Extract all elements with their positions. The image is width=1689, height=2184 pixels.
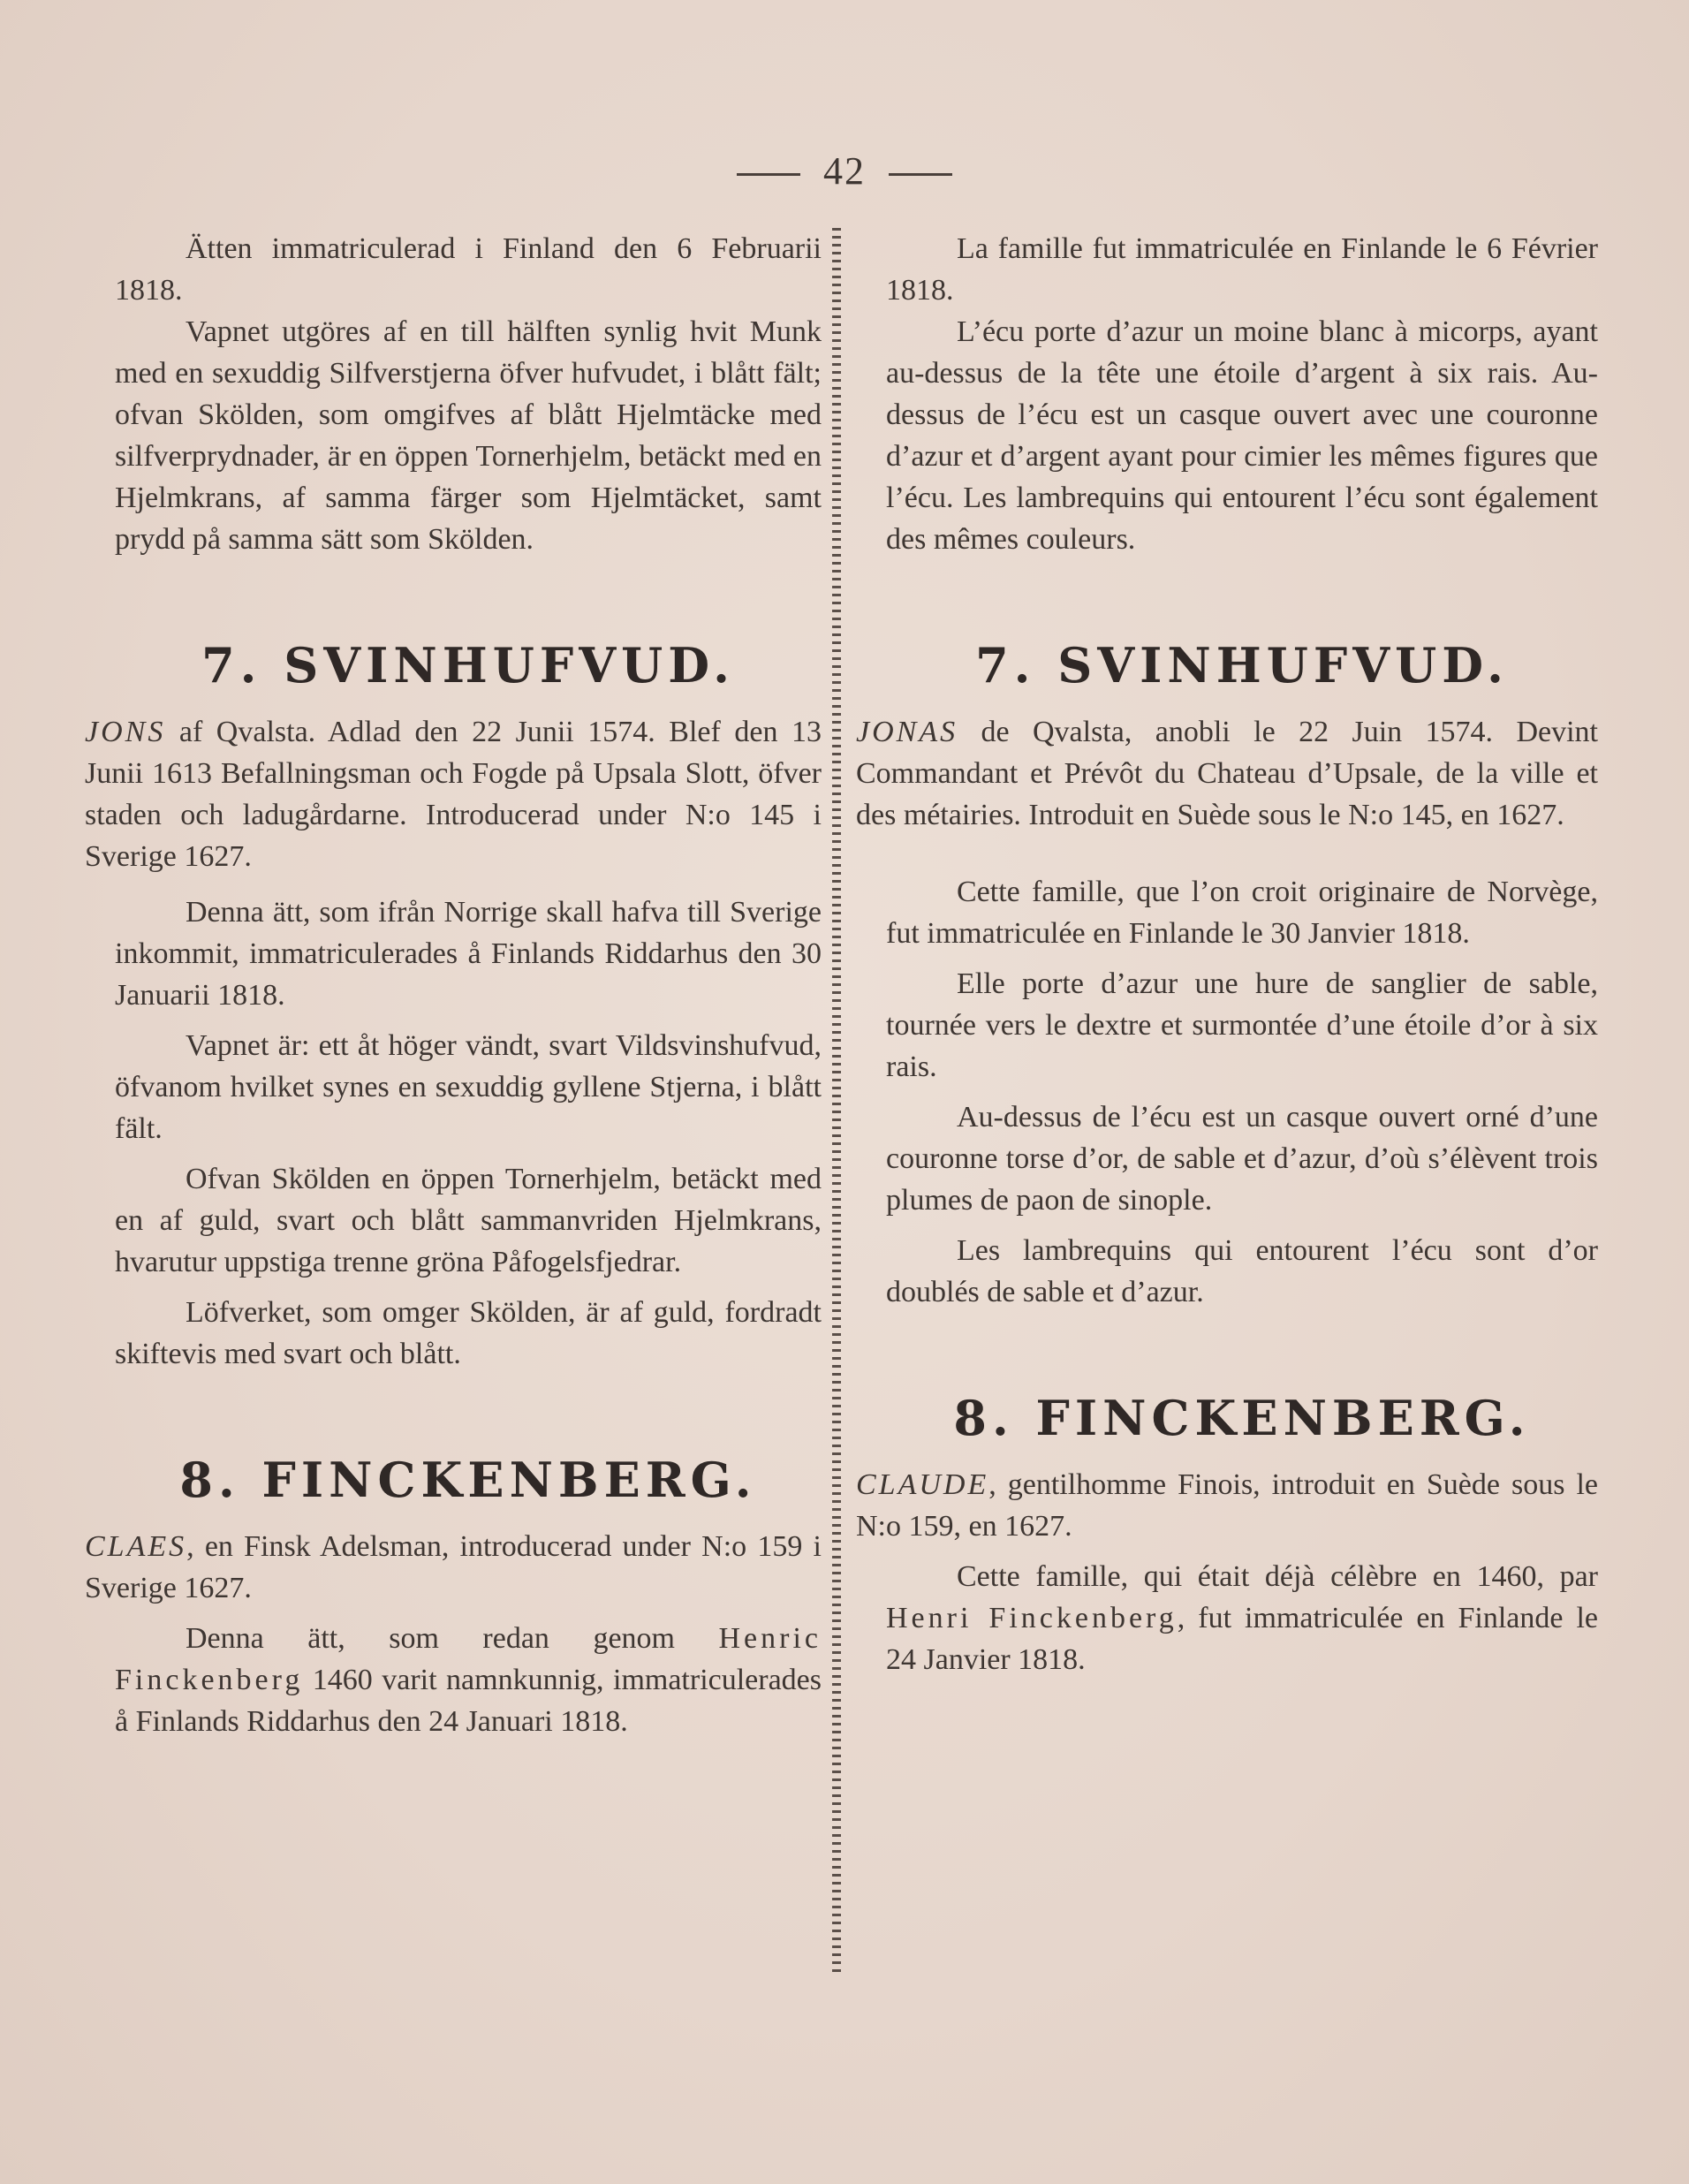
left-name-jons: JONS [85,716,166,748]
left-paragraph-9-a: Denna ätt, som redan genom [186,1622,719,1655]
right-spacer-9 [886,1547,1598,1556]
right-paragraph-2: L’écu porte d’azur un moine blanc à micorps, ayant au-dessus de la tête une étoile d’argent à six rais. Au-dessus de l’écu est un casque ouvert avec une couronne d’azur et d’argent ayant pour cimier les mêmes figures que l’écu. Les lambrequins qui entourent l’écu sont également des mêmes couleurs. [886,315,1598,556]
right-name-claude: CLAUDE [856,1468,989,1501]
left-paragraph-1: Ätten immatriculerad i Finland den 6 Februarii 1818. [115,232,822,307]
right-name-henri: Henri Finckenberg [886,1602,1178,1634]
right-paragraph-3 [856,711,1598,836]
left-spacer-4 [115,1016,822,1025]
right-paragraph-9-a: Cette famille, qui était déjà célèbre en 1460, par [957,1560,1598,1593]
right-spacer-1 [886,560,1598,645]
header-dash-left [737,173,800,176]
header-dash-right [889,173,952,176]
left-heading-finckenberg: 8. FINCKENBERG. [179,1452,757,1508]
left-paragraph-8 [85,1526,822,1609]
right-spacer-7 [886,1313,1598,1398]
page-number: 42 [823,149,866,193]
right-paragraph-9-c: , fut immatriculée en Finlande le 24 Janvier 1818. [886,1602,1598,1676]
column-divider [823,228,850,1977]
right-name-jonas: JONAS [856,716,958,748]
right-paragraph-8-text: , gentilhomme Finois, introduit en Suède sous le N:o 159, en 1627. [856,1468,1598,1543]
right-column-french [856,228,1598,1680]
left-paragraph-3-text: af Qvalsta. Adlad den 22 Junii 1574. Blef den 13 Junii 1613 Befallningsman och Fogde på Upsala Slott, öfver staden och ladugårdarne. Introducerad under N:o 145 i Sverige 1627. [85,716,822,873]
left-paragraph-9-c: 1460 varit namnkunnig, immatriculerades å Finlands Riddarhus den 24 Januari 1818. [115,1664,822,1738]
right-paragraph-4: Cette famille, que l’on croit originaire de Norvège, fut immatriculée en Finlande le 30 Janvier 1818. [886,876,1598,950]
right-paragraph-8 [856,1464,1598,1547]
right-spacer-3 [886,836,1598,871]
left-column-swedish [85,228,822,1742]
left-spacer-5 [115,1149,822,1158]
left-spacer-1 [115,560,822,645]
right-spacer-6 [886,1221,1598,1230]
page-header [0,148,1689,193]
right-paragraph-3-text: de Qvalsta, anobli le 22 Juin 1574. Devint Commandant et Prévôt du Chateau d’Upsale, de la ville et des métairies. Introduit en Suède sous le N:o 145, en 1627. [856,716,1598,831]
left-paragraph-5: Vapnet är: ett åt höger vändt, svart Vildsvinshufvud, öfvanom hvilket synes en sexuddig gyllene Stjerna, i blått fält. [115,1029,822,1145]
right-spacer-5 [886,1088,1598,1096]
left-spacer-3 [115,877,822,891]
right-heading-finckenberg: 8. FINCKENBERG. [953,1390,1531,1446]
right-heading-svinhufvud: 7. SVINHUFVUD. [975,637,1509,694]
left-paragraph-7: Löfverket, som omger Skölden, är af guld, fordradt skiftevis med svart och blått. [115,1296,822,1370]
left-paragraph-2: Vapnet utgöres af en till hälften synlig hvit Munk med en sexuddig Silfverstjerna öfver hufvudet, i blått fält; ofvan Skölden, som omgifves af blått Hjelmtäcke med silfverprydnader, är en öppen Tornerhjelm, betäckt med en Hjelmkrans, af samma färger som Hjelmtäcket, samt prydd på samma sätt som Skölden. [115,315,822,556]
left-paragraph-4: Denna ätt, som ifrån Norrige skall hafva till Sverige inkommit, immatriculerades å Finlands Riddarhus den 30 Januarii 1818. [115,896,822,1012]
left-paragraph-8-text: , en Finsk Adelsman, introducerad under N:o 159 i Sverige 1627. [85,1530,822,1604]
left-paragraph-6: Ofvan Skölden en öppen Tornerhjelm, betäckt med en af guld, svart och blått sammanvriden Hjelmkrans, hvarutur uppstiga trenne gröna Påfogelsfjedrar. [115,1163,822,1278]
right-paragraph-1: La famille fut immatriculée en Finlande le 6 Février 1818. [886,232,1598,307]
left-spacer-6 [115,1283,822,1292]
right-spacer-4 [886,954,1598,963]
right-paragraph-5: Elle porte d’azur une hure de sanglier de sable, tournée vers le dextre et surmontée d’une étoile d’or à six rais. [886,967,1598,1083]
right-paragraph-9 [886,1556,1598,1680]
right-paragraph-7: Les lambrequins qui entourent l’écu sont d’or doublés de sable et d’azur. [886,1234,1598,1308]
left-paragraph-9 [115,1618,822,1742]
left-spacer-7 [115,1375,822,1460]
left-paragraph-3 [85,711,822,877]
left-name-claes: CLAES [85,1530,187,1563]
left-spacer-9 [115,1609,822,1618]
left-name-henric: Henric Finckenberg [115,1622,822,1696]
left-heading-svinhufvud: 7. SVINHUFVUD. [201,637,735,694]
right-paragraph-6: Au-dessus de l’écu est un casque ouvert orné d’une couronne torse d’or, de sable et d’azur, d’où s’élèvent trois plumes de paon de sinople. [886,1101,1598,1217]
